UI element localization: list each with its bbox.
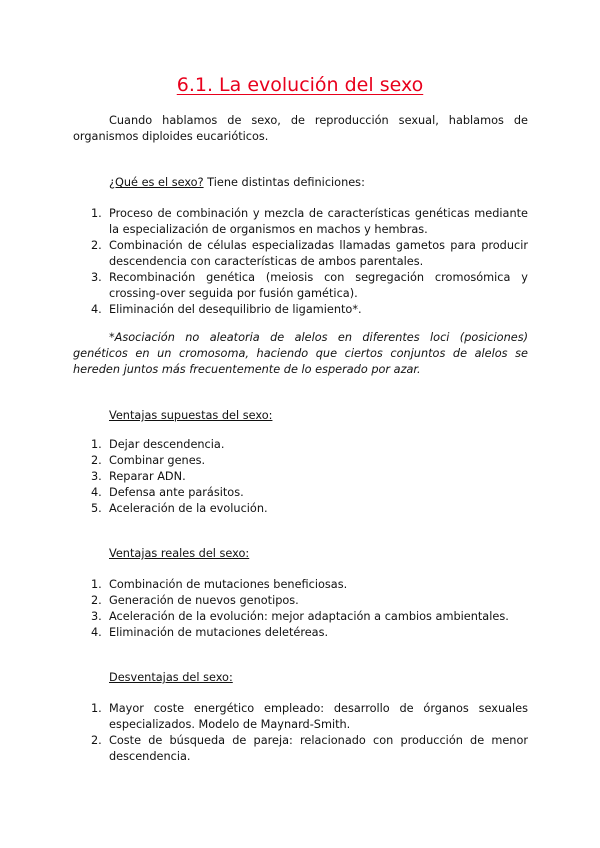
list-item: [73, 609, 528, 625]
definitions-question: ¿Qué es el sexo?: [109, 176, 204, 189]
list-number: 4.: [91, 626, 102, 639]
definitions-lead: Tiene distintas definiciones:: [203, 176, 365, 189]
list-item-text: Eliminación de mutaciones deletéreas.: [109, 626, 329, 639]
list-item: [73, 302, 528, 318]
list-item: [73, 733, 528, 765]
list-number: 2.: [91, 239, 102, 252]
list-number: 1.: [91, 702, 102, 715]
list-item-text: Aceleración de la evolución: mejor adaptación a cambios ambientales.: [109, 610, 509, 623]
definitions-list: [73, 206, 528, 318]
list-item-text: Coste de búsqueda de pareja: relacionado con producción de menor descendencia.: [109, 734, 528, 763]
list-item: [73, 501, 528, 517]
list-item: [73, 577, 528, 593]
list-item: [73, 485, 528, 501]
list-item-text: Combinar genes.: [109, 454, 206, 467]
supposed-advantages-heading: Ventajas supuestas del sexo:: [109, 409, 273, 422]
intro-paragraph: Cuando hablamos de sexo, de reproducción sexual, hablamos de organismos diploides eucarióticos.: [73, 114, 528, 143]
real-advantages-heading: Ventajas reales del sexo:: [109, 547, 250, 560]
list-item: [73, 625, 528, 641]
list-number: 2.: [91, 594, 102, 607]
list-item: [73, 206, 528, 238]
list-number: 1.: [91, 578, 102, 591]
supposed-advantages-list: [73, 437, 528, 517]
list-item-text: Generación de nuevos genotipos.: [109, 594, 299, 607]
list-item-text: Proceso de combinación y mezcla de características genéticas mediante la especialización de organismos en machos y hembras.: [109, 207, 528, 236]
list-item-text: Reparar ADN.: [109, 470, 186, 483]
list-number: 4.: [91, 486, 102, 499]
list-number: 1.: [91, 438, 102, 451]
list-item: [73, 701, 528, 733]
list-item: [73, 453, 528, 469]
list-item-text: Dejar descendencia.: [109, 438, 225, 451]
real-advantages-list: [73, 577, 528, 641]
list-number: 2.: [91, 734, 102, 747]
list-item: [73, 593, 528, 609]
list-item: [73, 469, 528, 485]
list-number: 3.: [91, 610, 102, 623]
list-item-text: Mayor coste energético empleado: desarrollo de órganos sexuales especializados. Modelo de Maynard-Smith.: [109, 702, 528, 731]
disadvantages-heading: Desventajas del sexo:: [109, 671, 233, 684]
list-number: 1.: [91, 207, 102, 220]
list-item-text: Combinación de células especializadas llamadas gametos para producir descendencia con características de ambos parentales.: [109, 239, 528, 268]
footnote-paragraph: *Asociación no aleatoria de alelos en diferentes loci (posiciones) genéticos en un cromosoma, haciendo que ciertos conjuntos de alelos se hereden juntos más frecuentemente de lo esperado por azar.: [73, 331, 528, 376]
list-item: [73, 270, 528, 302]
list-number: 4.: [91, 303, 102, 316]
disadvantages-list: [73, 701, 528, 765]
list-item-text: Combinación de mutaciones beneficiosas.: [109, 578, 348, 591]
list-number: 3.: [91, 271, 102, 284]
definitions-heading: [109, 175, 365, 191]
list-number: 2.: [91, 454, 102, 467]
page-title: 6.1. La evolución del sexo: [176, 74, 424, 96]
list-item: [73, 238, 528, 270]
list-number: 5.: [91, 502, 102, 515]
list-item: [73, 437, 528, 453]
list-item-text: Aceleración de la evolución.: [109, 502, 268, 515]
list-item-text: Recombinación genética (meiosis con segregación cromosómica y crossing-over seguida por fusión gamética).: [109, 271, 528, 300]
list-item-text: Defensa ante parásitos.: [109, 486, 244, 499]
list-number: 3.: [91, 470, 102, 483]
list-item-text: Eliminación del desequilibrio de ligamiento*.: [109, 303, 362, 316]
